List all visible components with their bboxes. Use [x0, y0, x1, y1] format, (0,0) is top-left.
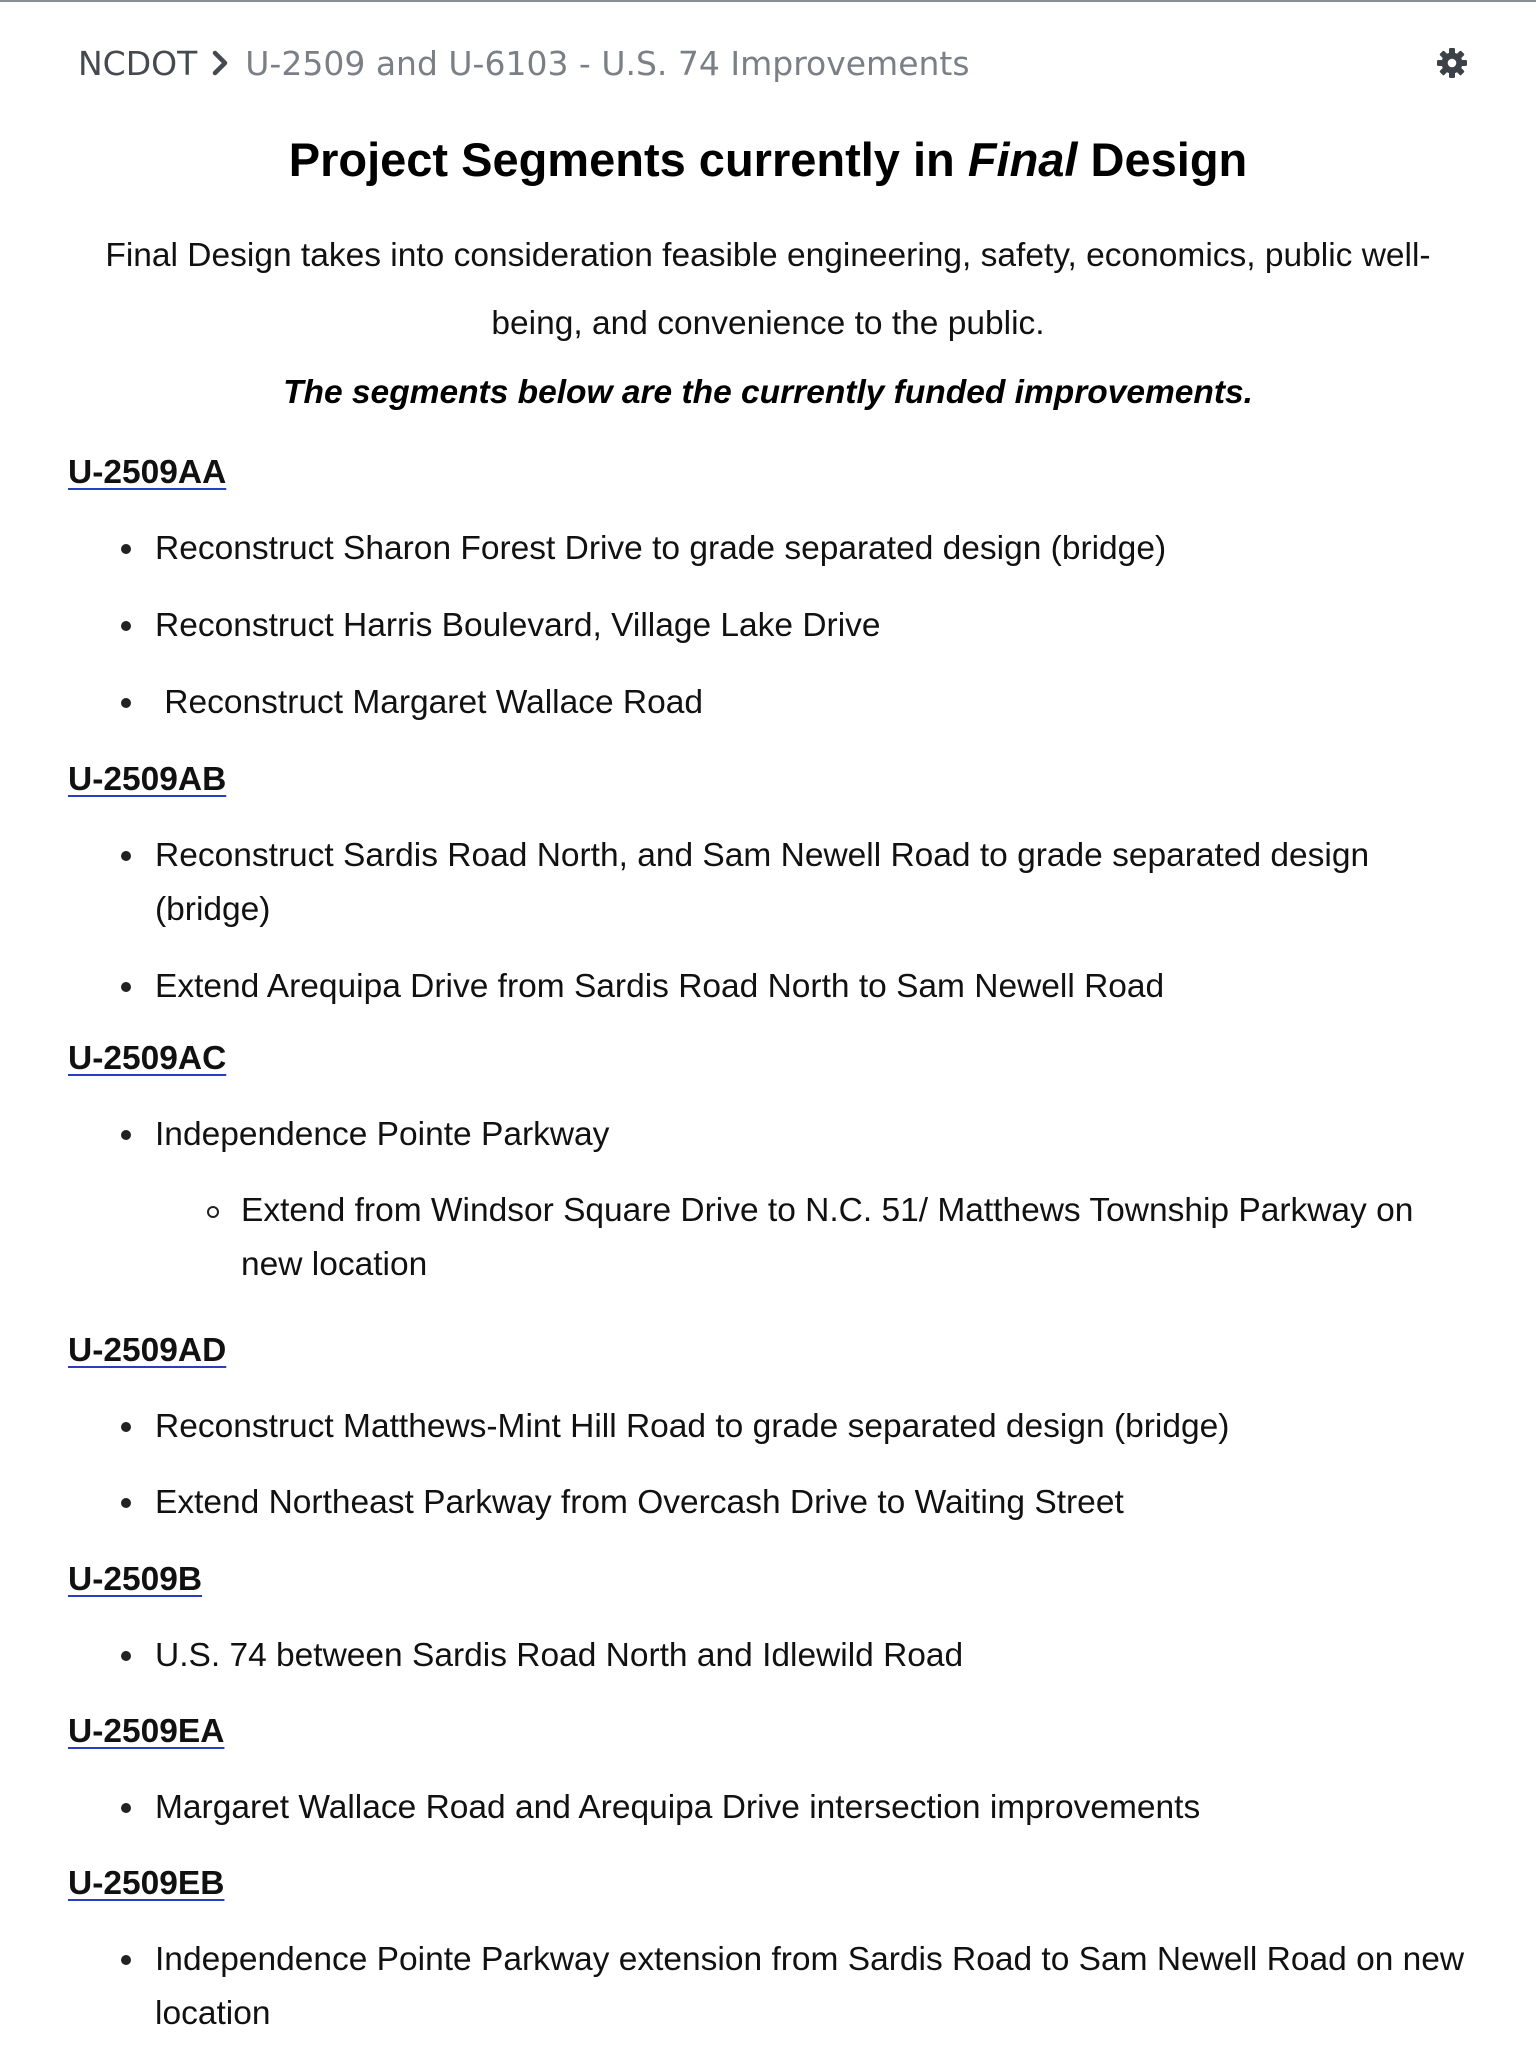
top-divider	[0, 0, 1536, 2]
breadcrumb	[78, 38, 1468, 88]
segment-heading-link[interactable]: U-2509AB	[68, 761, 227, 798]
intro-paragraph: Final Design takes into consideration feasible engineering, safety, economics, public well-being, and convenience to the public.	[105, 237, 1431, 342]
bullet-icon	[121, 1498, 131, 1508]
list-item: Reconstruct Margaret Wallace Road	[155, 676, 1475, 730]
hollow-bullet-icon	[207, 1206, 219, 1218]
list-item: Reconstruct Sardis Road North, and Sam Newell Road to grade separated design (bridge)	[155, 829, 1475, 937]
bullet-icon	[121, 621, 131, 631]
list-item: Extend Northeast Parkway from Overcash Drive to Waiting Street	[155, 1476, 1475, 1530]
sub-list-item: Extend from Windsor Square Drive to N.C. 51/ Matthews Township Parkway on new location	[241, 1184, 1481, 1292]
chevron-right-icon	[205, 48, 235, 78]
segment-heading-link[interactable]: U-2509AA	[68, 454, 227, 491]
bullet-icon	[121, 1955, 131, 1965]
page-title	[0, 132, 1536, 187]
page-title-prefix: Project Segments currently in	[288, 133, 968, 186]
list-item: Reconstruct Sharon Forest Drive to grade separated design (bridge)	[155, 522, 1475, 576]
list-item: Reconstruct Matthews-Mint Hill Road to grade separated design (bridge)	[155, 1400, 1475, 1454]
bullet-icon	[121, 1422, 131, 1432]
bullet-icon	[121, 698, 131, 708]
segment-heading-link[interactable]: U-2509EB	[68, 1865, 225, 1902]
page-title-suffix: Design	[1077, 133, 1248, 186]
list-item: Extend Arequipa Drive from Sardis Road North to Sam Newell Road	[155, 960, 1475, 1014]
bullet-icon	[121, 1651, 131, 1661]
breadcrumb-root-link[interactable]: NCDOT	[78, 43, 198, 83]
bullet-icon	[121, 1803, 131, 1813]
gear-icon[interactable]	[1436, 47, 1468, 79]
list-item: Independence Pointe Parkway	[155, 1108, 1475, 1162]
bullet-icon	[121, 851, 131, 861]
list-item: Reconstruct Harris Boulevard, Village Lake Drive	[155, 599, 1475, 653]
segment-heading-link[interactable]: U-2509EA	[68, 1713, 225, 1750]
segment-heading-link[interactable]: U-2509AD	[68, 1332, 227, 1369]
list-item: U.S. 74 between Sardis Road North and Idlewild Road	[155, 1629, 1475, 1683]
list-item: Independence Pointe Parkway extension from Sardis Road to Sam Newell Road on new location	[155, 1933, 1475, 2041]
breadcrumb-current: U-2509 and U-6103 - U.S. 74 Improvements	[245, 43, 970, 83]
list-item: Margaret Wallace Road and Arequipa Drive intersection improvements	[155, 1781, 1475, 1835]
segment-heading-link[interactable]: U-2509B	[68, 1561, 203, 1598]
bullet-icon	[121, 544, 131, 554]
segment-heading-link[interactable]: U-2509AC	[68, 1040, 227, 1077]
bullet-icon	[121, 982, 131, 992]
page-title-emphasis: Final	[967, 133, 1078, 186]
bullet-icon	[121, 1130, 131, 1140]
funded-note: The segments below are the currently funded improvements.	[283, 374, 1253, 411]
